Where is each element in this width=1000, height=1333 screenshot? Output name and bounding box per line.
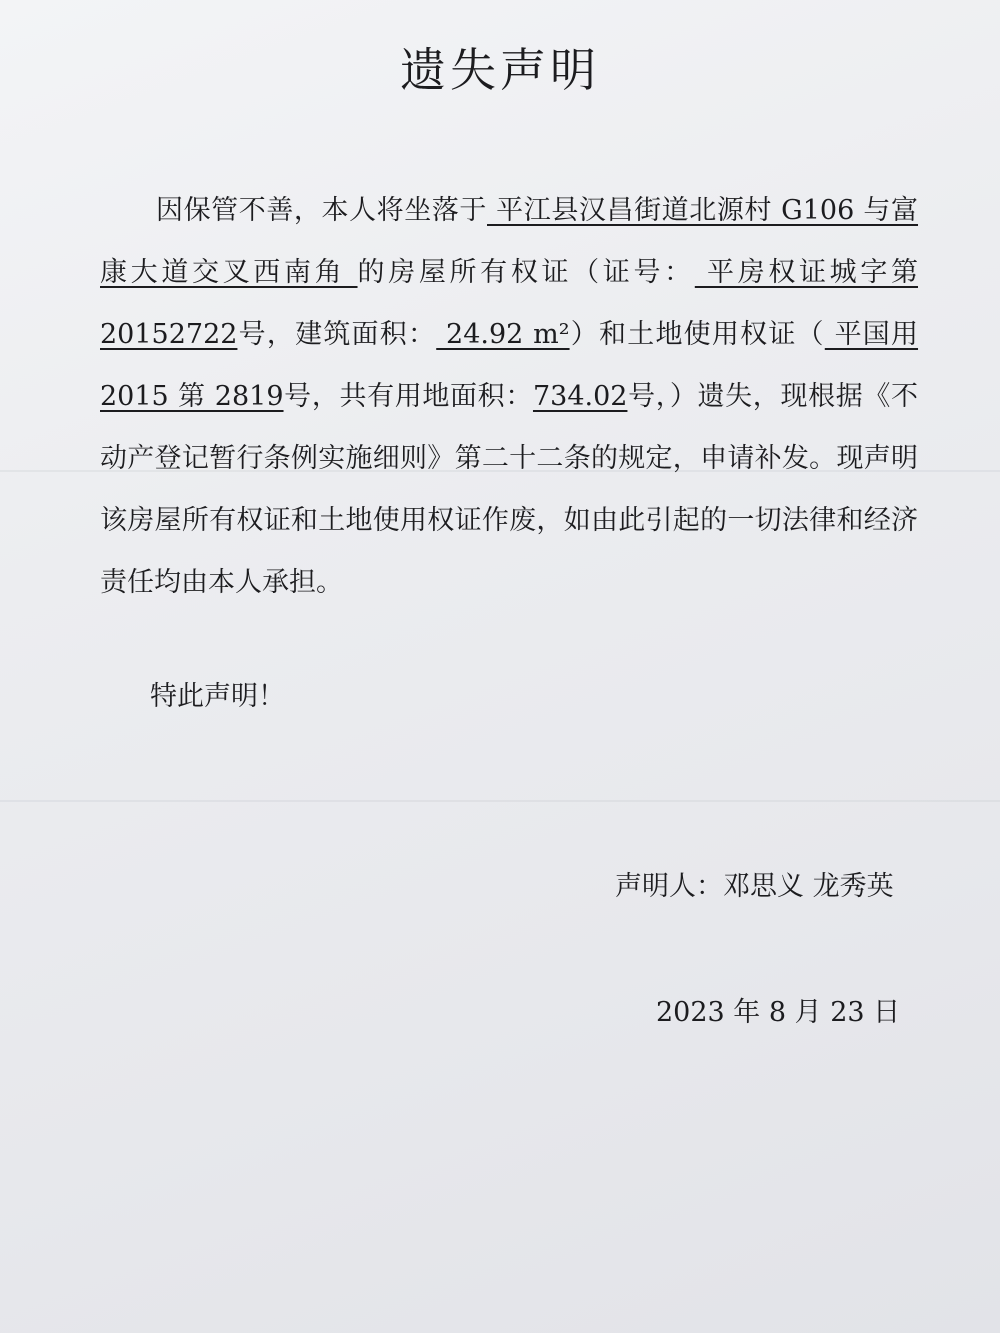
signature-names: 邓思义 龙秀英 — [723, 871, 894, 902]
signature-line — [615, 862, 894, 912]
text-segment: 的房屋所有权证（证号： — [357, 257, 695, 288]
text-segment: 号，共有用地面积： — [283, 381, 533, 412]
closing-statement: 特此声明！ — [150, 681, 285, 712]
paper-crease — [0, 800, 1000, 802]
property-location: 平江县汉昌街道北源村 G106 与富康大道交叉西南角 — [100, 195, 919, 288]
building-area: 24.92 m² — [436, 319, 570, 350]
text-segment: 号，建筑面积： — [237, 319, 437, 350]
document-title: 遗失声明 — [400, 43, 600, 97]
text-segment: 因保管不善，本人将坐落于 — [156, 195, 487, 226]
text-segment: 号，）遗失，现根据《不动产登记暂行条例实施细则》第二十二条的规定，申请补发。现声明该房屋所有权证和土地使用权证作废，如由此引起的一切法律和经济责任均由本人承担。 — [100, 381, 919, 598]
declaration-paragraph — [100, 180, 918, 614]
signature-label: 声明人： — [615, 871, 723, 902]
declaration-date: 2023 年 8 月 23 日 — [656, 997, 901, 1028]
land-certificate-number: 平国用 2015 第 2819 — [100, 319, 919, 412]
land-area: 734.02 — [532, 381, 628, 412]
property-certificate-number: 平房权证城字第 20152722 — [100, 257, 918, 350]
text-segment: ）和土地使用权证（ — [569, 319, 825, 350]
